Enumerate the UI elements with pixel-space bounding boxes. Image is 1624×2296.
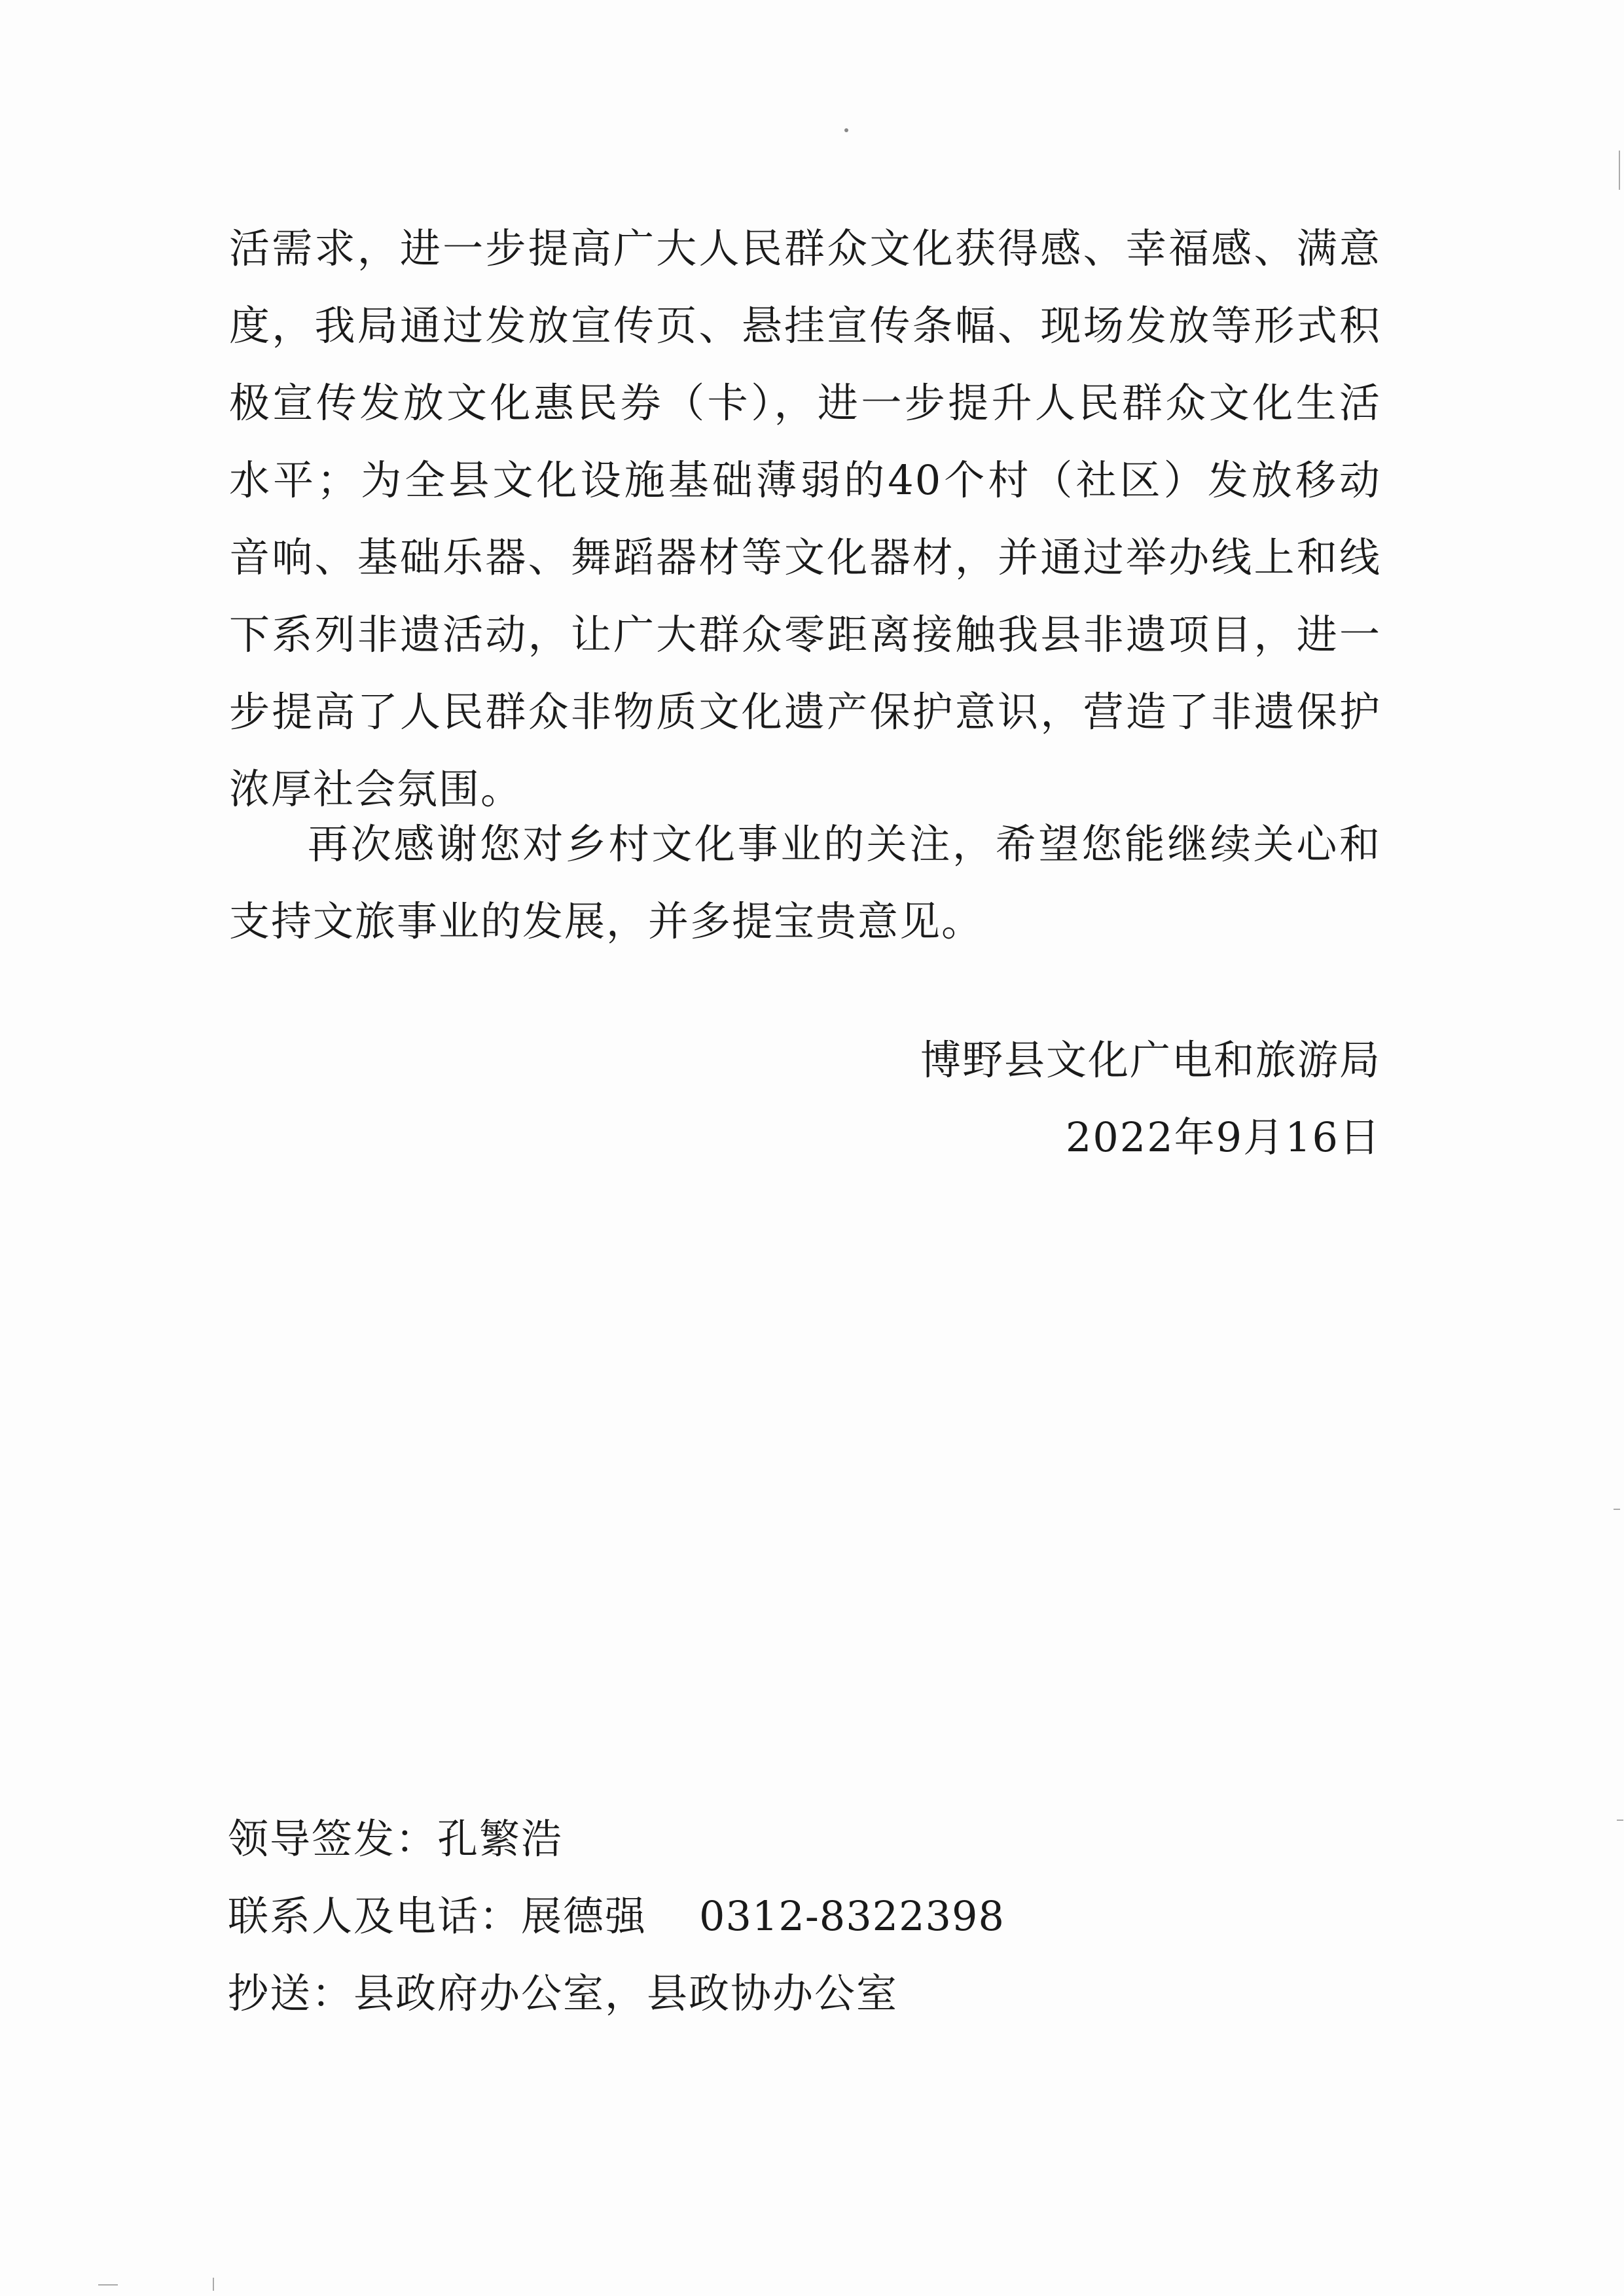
- body-line: 浓厚社会氛围。: [229, 765, 523, 813]
- cc-line: [228, 1967, 898, 2020]
- contact-name: 展德强: [521, 1892, 647, 1940]
- scan-edge-mark: [1619, 151, 1620, 190]
- scan-edge-mark: [98, 2284, 118, 2286]
- scan-edge-mark: [1614, 1509, 1620, 1510]
- body-line: 度，我局通过发放宣传页、悬挂宣传条幅、现场发放等形式积: [229, 302, 1381, 350]
- contact-info: [228, 1890, 1005, 1943]
- signature-block: [229, 1034, 1381, 1178]
- cc-label: 抄送：: [228, 1969, 354, 2017]
- scan-speck: [844, 128, 848, 132]
- body-line: 极宣传发放文化惠民券（卡），进一步提升人民群众文化生活: [229, 379, 1381, 427]
- body-line: 步提高了人民群众非物质文化遗产保护意识，营造了非遗保护: [229, 688, 1381, 736]
- signature-date: 2022年9月16日: [1065, 1113, 1381, 1161]
- leader-signoff: [228, 1813, 563, 1865]
- scan-edge-mark: [1617, 1820, 1623, 1821]
- closing-line: 支持文旅事业的发展，并多提宝贵意见。: [229, 897, 984, 945]
- leader-name: 孔繁浩: [437, 1815, 564, 1863]
- contact-phone: 0312-8322398: [699, 1892, 1005, 1940]
- closing-paragraph: [229, 818, 1381, 962]
- body-line: 水平；为全县文化设施基础薄弱的40个村（社区）发放移动: [229, 456, 1381, 504]
- body-line: 下系列非遗活动，让广大群众零距离接触我县非遗项目，进一: [229, 611, 1381, 658]
- scan-edge-mark: [213, 2278, 214, 2291]
- closing-line: 再次感谢您对乡村文化事业的关注，希望您能继续关心和: [308, 820, 1381, 868]
- contact-label: 联系人及电话：: [228, 1892, 522, 1940]
- body-line: 活需求，进一步提高广大人民群众文化获得感、幸福感、满意: [229, 224, 1381, 272]
- leader-label: 领导签发：: [228, 1815, 438, 1863]
- cc-value: 县政府办公室，县政协办公室: [353, 1969, 899, 2017]
- signature-org: 博野县文化广电和旅游局: [920, 1036, 1381, 1084]
- body-line: 音响、基础乐器、舞蹈器材等文化器材，并通过举办线上和线: [229, 533, 1381, 581]
- body-paragraph: [229, 223, 1381, 812]
